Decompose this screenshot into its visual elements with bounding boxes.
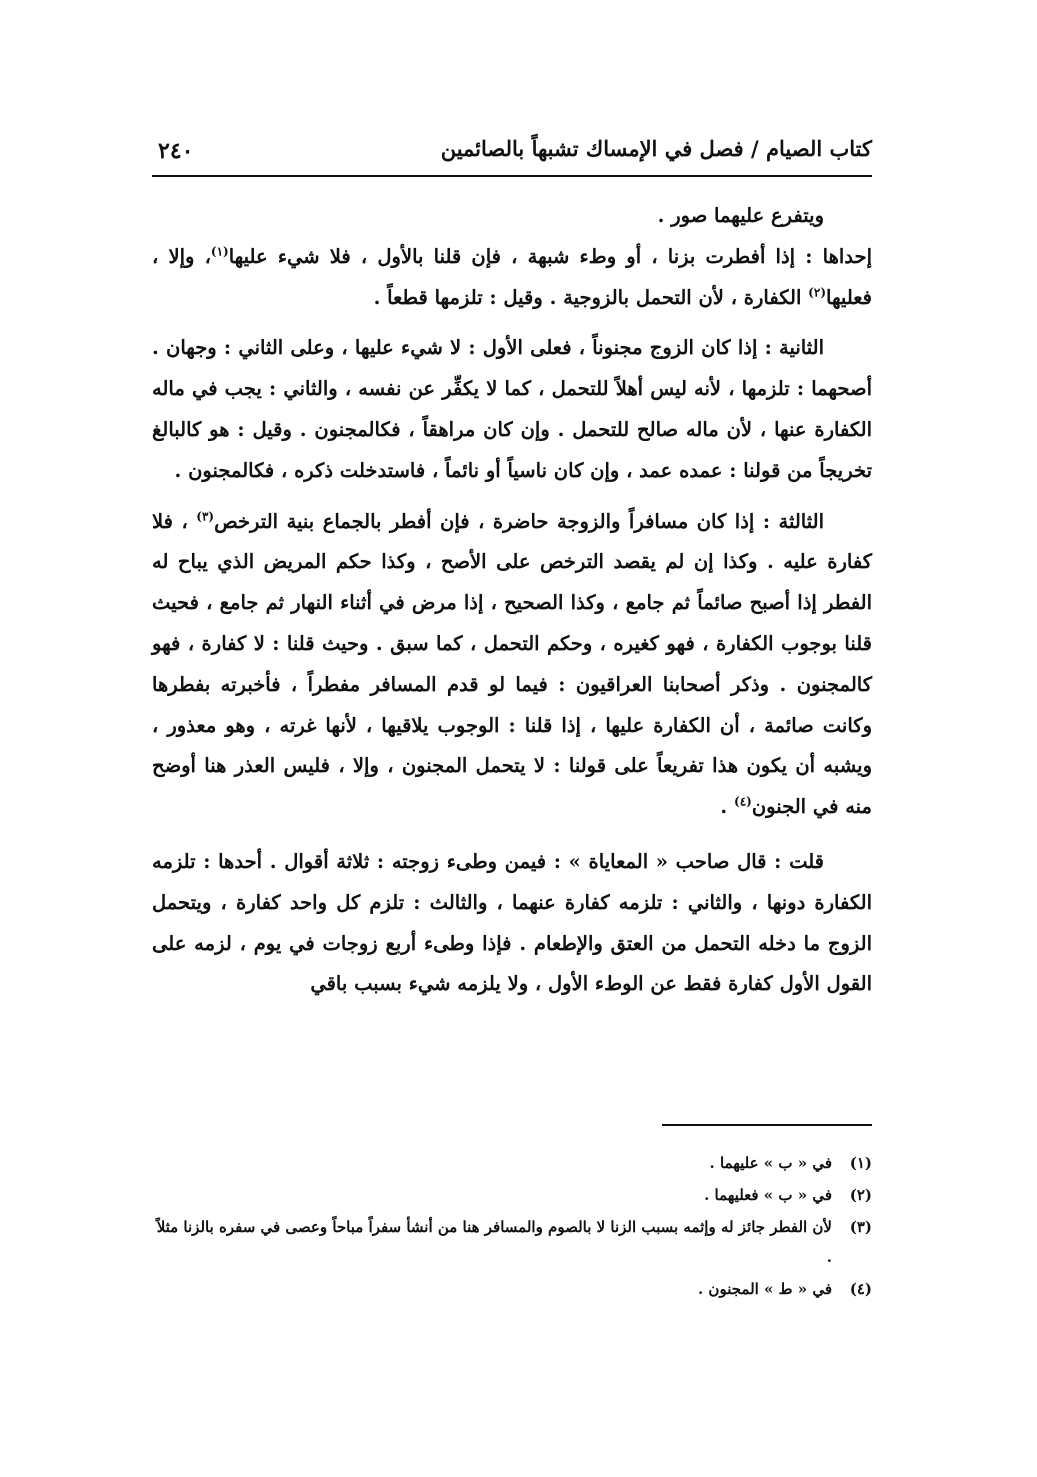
paragraph-third-case-text-1: الثالثة : إذا كان مسافراً والزوجة حاضرة ، فإن أفطر بالجماع بنية الترخص bbox=[214, 509, 824, 533]
footnote-2 bbox=[152, 1180, 872, 1210]
footnote-text: لأن الفطر جائز له وإثمه بسبب الزنا لا بالصوم والمسافر هنا من أنشأ سفراً مباحاً وعصى في سفره بالزنا مثلاً . bbox=[156, 1218, 832, 1266]
paragraph-first-case-text-1: إحداها : إذا أفطرت بزنا ، أو وطء شبهة ، فإن قلنا بالأول ، فلا شيء عليها bbox=[228, 244, 872, 268]
paragraph-first-case-text-2: ، وإلا ، فعليها bbox=[152, 244, 872, 309]
paragraph-third-case bbox=[152, 502, 872, 828]
footnote-text: في « ب » عليهما . bbox=[709, 1154, 832, 1172]
footnote-ref-2[interactable]: (٢) bbox=[808, 285, 826, 300]
footnote-rule bbox=[662, 1124, 872, 1126]
footnotes bbox=[152, 1148, 872, 1306]
footnote-number: (٣) bbox=[849, 1218, 872, 1236]
footnote-ref-3[interactable]: (٣) bbox=[196, 509, 215, 524]
header-rule bbox=[152, 175, 872, 177]
paragraph-third-case-text-3: . bbox=[720, 795, 734, 819]
paragraph-gap bbox=[152, 828, 872, 842]
page-number: ٢٤٠ bbox=[158, 138, 194, 164]
footnote-number: (٢) bbox=[849, 1186, 872, 1204]
footnote-ref-4[interactable]: (٤) bbox=[734, 794, 752, 809]
footnote-number: (١) bbox=[849, 1154, 872, 1172]
footnote-4 bbox=[152, 1274, 872, 1304]
footnote-3 bbox=[152, 1212, 872, 1272]
footnote-ref-1[interactable]: (١) bbox=[210, 244, 229, 259]
intro-paragraph: ويتفرع عليهما صور . bbox=[657, 204, 824, 227]
footnote-1 bbox=[152, 1148, 872, 1178]
paragraph-gap bbox=[152, 318, 872, 328]
footnote-text: في « ب » فعليهما . bbox=[704, 1186, 832, 1204]
paragraph-author-note: قلت : قال صاحب « المعاياة » : فيمن وطىء زوجته : ثلاثة أقوال . أحدها : تلزمه الكفارة دونها ، والثاني : تلزمه كفارة عنهما ، والثالث : تلزم كل واحد كفارة ، ويتحمل الزوج ما دخله التحمل من العتق والإطعام . فإذا وطىء أربع زوجات في يوم ، لزمه على القول الأول كفارة فقط عن الوطء الأول ، ولا يلزمه شيء بسبب باقي bbox=[152, 849, 872, 996]
paragraph-first-case-text-3: الكفارة ، لأن التحمل بالزوجية . وقيل : تلزمها قطعاً . bbox=[373, 285, 809, 309]
paragraph-gap bbox=[152, 492, 872, 502]
page-header bbox=[152, 132, 872, 174]
paragraph-first-case bbox=[152, 237, 872, 319]
running-title: كتاب الصيام / فصل في الإمساك تشبهاً بالصائمين bbox=[440, 136, 872, 161]
paragraph-third-case-text-2: ، فلا كفارة عليه . وكذا إن لم يقصد الترخص على الأصح ، وكذا حكم المريض الذي يباح له الفطر إذا أصبح صائماً ثم جامع ، وكذا الصحيح ، إذا مرض في أثناء النهار ثم جامع ، فحيث قلنا بوجوب الكفارة ، فهو كغيره ، وحكم التحمل ، كما سبق . وحيث قلنا : لا كفارة ، فهو كالمجنون . وذكر أصحابنا العراقيون : فيما لو قدم المسافر مفطراً ، فأخبرته بفطرها وكانت صائمة ، أن الكفارة عليها ، إذا قلنا : الوجوب يلاقيها ، لأنها غرته ، وهو معذور ، ويشبه أن يكون هذا تفريعاً على قولنا : لا يتحمل المجنون ، وإلا ، فليس العذر هنا أوضح منه في الجنون bbox=[152, 509, 872, 819]
footnote-number: (٤) bbox=[849, 1280, 872, 1298]
main-text bbox=[152, 196, 872, 1005]
paragraph-second-case: الثانية : إذا كان الزوج مجنوناً ، فعلى الأول : لا شيء عليها ، وعلى الثاني : وجهان . أصحهما : تلزمها ، لأنه ليس أهلاً للتحمل ، كما لا يكفِّر عن نفسه ، والثاني : يجب في ماله الكفارة عنها ، لأن ماله صالح للتحمل . وإن كان مراهقاً ، فكالمجنون . وقيل : هو كالبالغ تخريجاً من قولنا : عمده عمد ، وإن كان ناسياً أو نائماً ، فاستدخلت ذكره ، فكالمجنون . bbox=[152, 336, 872, 482]
footnote-text: في « ط » المجنون . bbox=[697, 1280, 832, 1298]
